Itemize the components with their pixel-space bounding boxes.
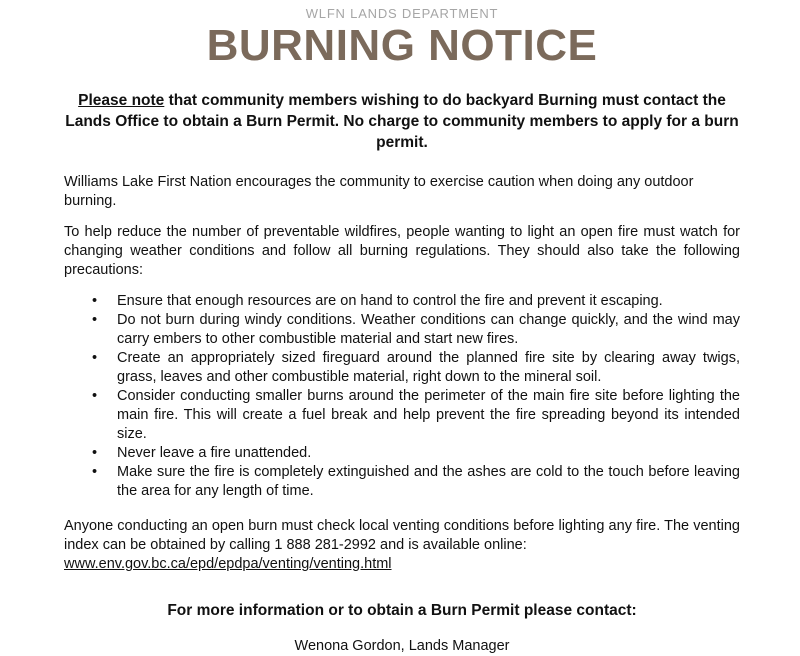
page-title: BURNING NOTICE (206, 21, 598, 70)
list-item (64, 311, 740, 349)
list-item (64, 463, 740, 501)
precaution-text: Make sure the fire is completely extinguished and the ashes are cold to the touch before leaving the area for any length of time. (117, 464, 740, 499)
bullet-icon: • (92, 388, 98, 404)
venting-paragraph (64, 517, 740, 574)
permit-intro-paragraph (64, 90, 740, 153)
bullet-icon: • (92, 293, 98, 309)
caution-paragraph: Williams Lake First Nation encourages the community to exercise caution when doing any outdoor burning. (64, 174, 694, 209)
contact-name: Wenona Gordon, Lands Manager (294, 637, 510, 654)
bullet-icon: • (92, 350, 98, 366)
please-note-emphasis: Please note (78, 92, 165, 109)
department-name: WLFN LANDS DEPARTMENT (305, 6, 499, 21)
permit-intro-text: that community members wishing to do backyard Burning must contact the Lands Office to obtain a Burn Permit. No charge to community members to apply for a burn permit. (65, 92, 739, 151)
precaution-text: Create an appropriately sized fireguard around the planned fire site by clearing away twigs, grass, leaves and other combustible material, right down to the mineral soil. (117, 350, 740, 385)
list-item (64, 444, 740, 463)
precaution-text: Do not burn during windy conditions. Weather conditions can change quickly, and the wind may carry embers to other combustible material and start new fires. (117, 312, 740, 347)
bullet-icon: • (92, 312, 98, 328)
precaution-text: Consider conducting smaller burns around the perimeter of the main fire site before lighting the main fire. This will create a fuel break and help prevent the fire spreading beyond its intended size. (117, 388, 740, 442)
contact-heading: For more information or to obtain a Burn Permit please contact: (167, 602, 637, 619)
precaution-text: Never leave a fire unattended. (117, 445, 312, 461)
precautions-list (64, 292, 740, 501)
venting-index-link[interactable]: www.env.gov.bc.ca/epd/epdpa/venting/venting.html (64, 556, 392, 572)
bullet-icon: • (92, 464, 98, 480)
bullet-icon: • (92, 445, 98, 461)
list-item (64, 387, 740, 444)
list-item (64, 349, 740, 387)
venting-text: Anyone conducting an open burn must check local venting conditions before lighting any fire. The venting index can be obtained by calling 1 888 281-2992 and is available online: (64, 518, 740, 553)
precaution-text: Ensure that enough resources are on hand to control the fire and prevent it escaping. (117, 293, 663, 309)
list-item (64, 292, 740, 311)
reduce-wildfires-paragraph: To help reduce the number of preventable wildfires, people wanting to light an open fire must watch for changing weather conditions and follow all burning regulations. They should also take the following precautions: (64, 224, 740, 278)
